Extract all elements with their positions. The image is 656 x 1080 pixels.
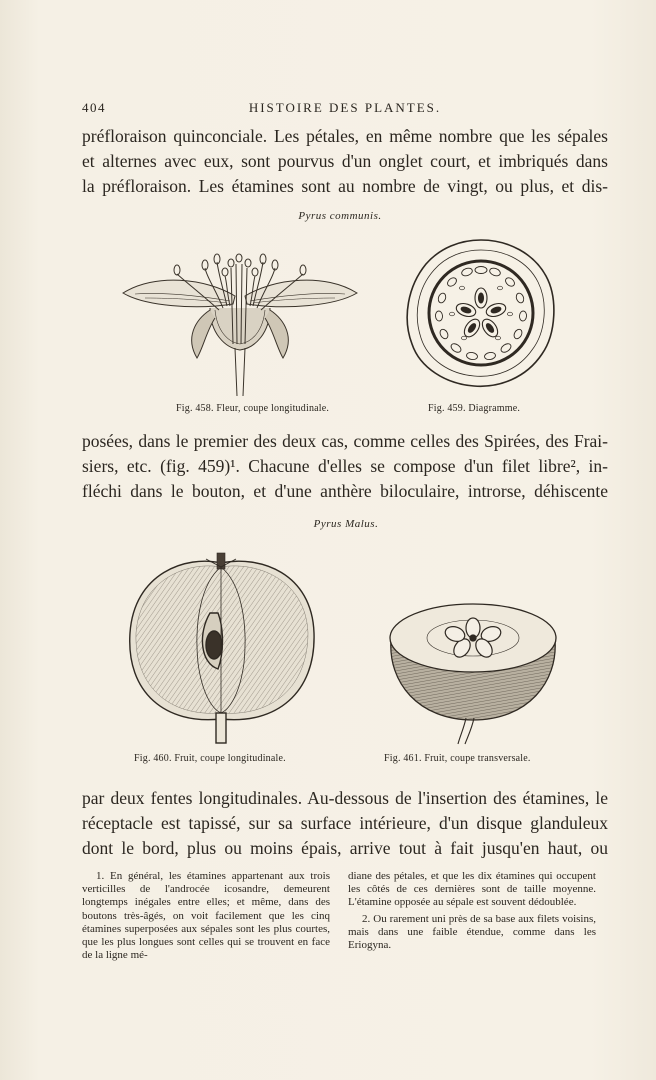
page-header [82,100,608,120]
text-line: posées, dans le premier des deux cas, comme celles des Spirées, des Frai- [82,431,608,451]
text-line: préfloraison quinconciale. Les pétales, en même nombre que les sépales [82,126,608,146]
text-line: siers, etc. (fig. 459)¹. Chacune d'elles se compose d'un filet libre², in- [82,456,608,476]
fig-461-apple-transverse-section [388,602,558,747]
text-line: la préfloraison. Les étamines sont au nombre de vingt, ou plus, et dis- [82,176,608,196]
figure-group-title-pyrus-malus: Pyrus Malus. [313,518,379,530]
footnote-column-right [348,870,596,952]
fig-458-flower-illustration [115,248,365,398]
body-text-block-3 [82,786,608,861]
text-line: fléchi dans le bouton, et d'une anthère biloculaire, introrse, déhiscente [82,481,608,501]
fig-459-floral-diagram [404,236,558,390]
page-number: 404 [82,100,106,115]
text-line: par deux fentes longitudinales. Au-dessous de l'insertion des étamines, le [82,788,608,808]
figure-group-title-pyrus-communis: Pyrus communis. [298,210,382,222]
fig-460-apple-longitudinal-section [126,553,320,745]
fig-460-caption: Fig. 460. Fruit, coupe longitudinale. [134,753,286,764]
fig-461-caption: Fig. 461. Fruit, coupe transversale. [384,753,531,764]
footnote-column-left [82,870,330,962]
text-line: réceptacle est tapissé, sur sa surface intérieure, d'un disque glanduleux [82,813,608,833]
fig-459-caption: Fig. 459. Diagramme. [428,403,521,414]
text-line: dont le bord, plus ou moins épais, arrive tout à fait jusqu'en haut, ou [82,838,608,858]
text-line: et alternes avec eux, sont pourvus d'un onglet court, et imbriqués dans [82,151,608,171]
body-text-block-2 [82,429,608,504]
body-text-block-1 [82,124,608,199]
footnote-1: 1. En général, les étamines appartenant aux trois verticilles de l'androcée icosandre, demeurent longtemps inégales entre elles; et même, dans des boutons très-âgés, on voit facilement que les cinq étamines superposées aux sépales sont les plus courtes, que les plus longues sont celles qui se trouvent en face de la ligne mé- [82,870,330,962]
fig-458-caption: Fig. 458. Fleur, coupe longitudinale. [176,403,330,414]
footnote-1-continued: diane des pétales, et que les dix étamines qui occupent les côtés de ces dernières sont de taille moyenne. L'étamine opposée au sépale est souvent dédoublée. [348,870,596,909]
running-title: HISTOIRE DES PLANTES. [248,100,442,115]
footnote-2: 2. Ou rarement uni près de sa base aux filets voisins, mais dans une faible étendue, comme dans les Eriogyna. [348,912,596,952]
